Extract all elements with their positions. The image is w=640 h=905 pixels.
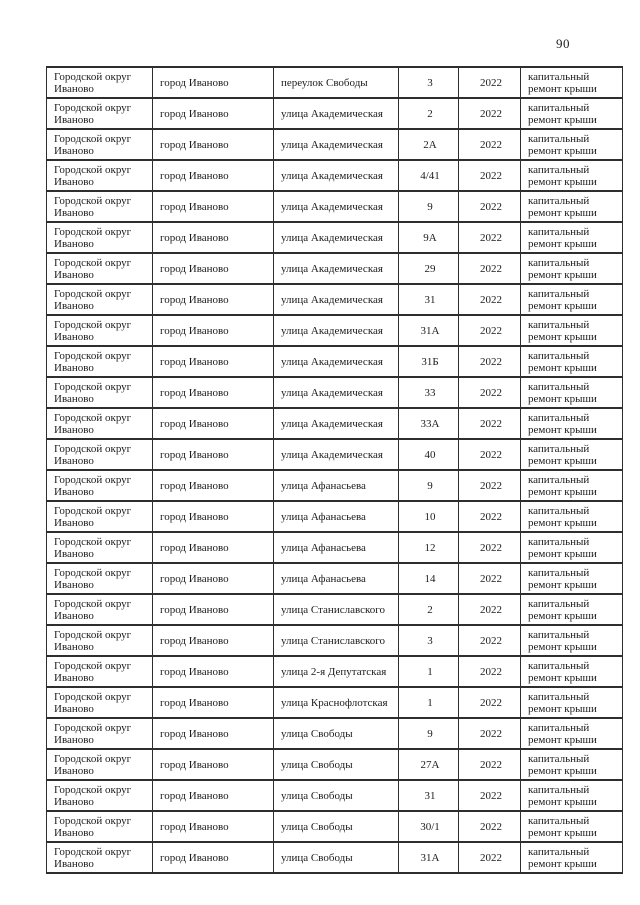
cell-year: 2022 [459, 501, 521, 532]
cell-municipality: Городской округ Иваново [47, 346, 153, 377]
cell-work-type: капитальный ремонт крыши [521, 470, 623, 501]
cell-work-type: капитальный ремонт крыши [521, 501, 623, 532]
cell-year: 2022 [459, 625, 521, 656]
cell-year: 2022 [459, 160, 521, 191]
cell-municipality: Городской округ Иваново [47, 439, 153, 470]
table-row [47, 563, 623, 594]
cell-street: улица 2-я Депутатская [274, 656, 399, 687]
cell-municipality: Городской округ Иваново [47, 563, 153, 594]
cell-year: 2022 [459, 718, 521, 749]
table-row [47, 811, 623, 842]
cell-municipality: Городской округ Иваново [47, 67, 153, 98]
cell-house-number: 31А [399, 842, 459, 873]
table-row [47, 656, 623, 687]
cell-street: улица Академическая [274, 222, 399, 253]
table-row [47, 842, 623, 873]
cell-house-number: 31А [399, 315, 459, 346]
table-row [47, 67, 623, 98]
cell-work-type: капитальный ремонт крыши [521, 98, 623, 129]
cell-street: улица Академическая [274, 315, 399, 346]
table-row [47, 222, 623, 253]
cell-city: город Иваново [153, 346, 274, 377]
cell-house-number: 1 [399, 656, 459, 687]
cell-street: улица Афанасьева [274, 563, 399, 594]
cell-city: город Иваново [153, 842, 274, 873]
cell-year: 2022 [459, 408, 521, 439]
cell-work-type: капитальный ремонт крыши [521, 718, 623, 749]
cell-city: город Иваново [153, 749, 274, 780]
cell-city: город Иваново [153, 98, 274, 129]
cell-work-type: капитальный ремонт крыши [521, 749, 623, 780]
cell-municipality: Городской округ Иваново [47, 687, 153, 718]
cell-house-number: 27А [399, 749, 459, 780]
cell-city: город Иваново [153, 439, 274, 470]
cell-municipality: Городской округ Иваново [47, 315, 153, 346]
cell-city: город Иваново [153, 656, 274, 687]
table-row [47, 408, 623, 439]
cell-work-type: капитальный ремонт крыши [521, 594, 623, 625]
cell-house-number: 12 [399, 532, 459, 563]
cell-house-number: 9А [399, 222, 459, 253]
cell-year: 2022 [459, 222, 521, 253]
cell-municipality: Городской округ Иваново [47, 98, 153, 129]
cell-municipality: Городской округ Иваново [47, 780, 153, 811]
table-row [47, 439, 623, 470]
cell-house-number: 3 [399, 67, 459, 98]
cell-city: город Иваново [153, 780, 274, 811]
cell-street: улица Свободы [274, 811, 399, 842]
cell-city: город Иваново [153, 563, 274, 594]
cell-street: улица Краснофлотская [274, 687, 399, 718]
cell-house-number: 4/41 [399, 160, 459, 191]
cell-house-number: 31 [399, 780, 459, 811]
cell-city: город Иваново [153, 253, 274, 284]
cell-municipality: Городской округ Иваново [47, 284, 153, 315]
cell-municipality: Городской округ Иваново [47, 191, 153, 222]
cell-work-type: капитальный ремонт крыши [521, 284, 623, 315]
cell-street: улица Афанасьева [274, 532, 399, 563]
cell-work-type: капитальный ремонт крыши [521, 67, 623, 98]
cell-municipality: Городской округ Иваново [47, 160, 153, 191]
cell-house-number: 10 [399, 501, 459, 532]
cell-work-type: капитальный ремонт крыши [521, 222, 623, 253]
table-row [47, 315, 623, 346]
cell-street: улица Академическая [274, 160, 399, 191]
cell-work-type: капитальный ремонт крыши [521, 563, 623, 594]
cell-city: город Иваново [153, 129, 274, 160]
cell-municipality: Городской округ Иваново [47, 470, 153, 501]
cell-city: город Иваново [153, 687, 274, 718]
cell-year: 2022 [459, 129, 521, 160]
cell-work-type: капитальный ремонт крыши [521, 811, 623, 842]
table-row [47, 191, 623, 222]
cell-house-number: 2А [399, 129, 459, 160]
cell-house-number: 31Б [399, 346, 459, 377]
cell-municipality: Городской округ Иваново [47, 594, 153, 625]
repair-plan-table [46, 66, 623, 874]
cell-year: 2022 [459, 191, 521, 222]
cell-street: улица Свободы [274, 842, 399, 873]
cell-work-type: капитальный ремонт крыши [521, 377, 623, 408]
cell-city: город Иваново [153, 408, 274, 439]
cell-street: улица Академическая [274, 346, 399, 377]
cell-house-number: 9 [399, 718, 459, 749]
cell-work-type: капитальный ремонт крыши [521, 129, 623, 160]
cell-municipality: Городской округ Иваново [47, 129, 153, 160]
table-row [47, 718, 623, 749]
cell-city: город Иваново [153, 718, 274, 749]
cell-work-type: капитальный ремонт крыши [521, 408, 623, 439]
table-row [47, 129, 623, 160]
cell-work-type: капитальный ремонт крыши [521, 191, 623, 222]
cell-work-type: капитальный ремонт крыши [521, 346, 623, 377]
cell-house-number: 31 [399, 284, 459, 315]
cell-house-number: 9 [399, 191, 459, 222]
cell-house-number: 2 [399, 98, 459, 129]
cell-work-type: капитальный ремонт крыши [521, 656, 623, 687]
cell-year: 2022 [459, 253, 521, 284]
cell-year: 2022 [459, 377, 521, 408]
cell-house-number: 40 [399, 439, 459, 470]
cell-city: город Иваново [153, 501, 274, 532]
cell-work-type: капитальный ремонт крыши [521, 687, 623, 718]
cell-house-number: 33 [399, 377, 459, 408]
cell-municipality: Городской округ Иваново [47, 408, 153, 439]
cell-city: город Иваново [153, 625, 274, 656]
cell-year: 2022 [459, 439, 521, 470]
cell-year: 2022 [459, 780, 521, 811]
cell-year: 2022 [459, 656, 521, 687]
table-row [47, 346, 623, 377]
cell-street: улица Академическая [274, 129, 399, 160]
cell-municipality: Городской округ Иваново [47, 811, 153, 842]
cell-work-type: капитальный ремонт крыши [521, 439, 623, 470]
table-row [47, 470, 623, 501]
cell-municipality: Городской округ Иваново [47, 501, 153, 532]
cell-street: улица Академическая [274, 98, 399, 129]
cell-city: город Иваново [153, 160, 274, 191]
cell-year: 2022 [459, 315, 521, 346]
table-row [47, 377, 623, 408]
cell-year: 2022 [459, 811, 521, 842]
cell-street: улица Станиславского [274, 625, 399, 656]
cell-street: улица Афанасьева [274, 470, 399, 501]
cell-municipality: Городской округ Иваново [47, 718, 153, 749]
cell-street: улица Академическая [274, 284, 399, 315]
cell-city: город Иваново [153, 315, 274, 346]
cell-work-type: капитальный ремонт крыши [521, 160, 623, 191]
cell-street: улица Афанасьева [274, 501, 399, 532]
table-row [47, 501, 623, 532]
cell-work-type: капитальный ремонт крыши [521, 780, 623, 811]
cell-year: 2022 [459, 346, 521, 377]
cell-year: 2022 [459, 563, 521, 594]
cell-year: 2022 [459, 284, 521, 315]
cell-municipality: Городской округ Иваново [47, 377, 153, 408]
cell-street: улица Академическая [274, 439, 399, 470]
cell-municipality: Городской округ Иваново [47, 842, 153, 873]
cell-work-type: капитальный ремонт крыши [521, 625, 623, 656]
cell-city: город Иваново [153, 377, 274, 408]
cell-house-number: 2 [399, 594, 459, 625]
cell-city: город Иваново [153, 284, 274, 315]
cell-work-type: капитальный ремонт крыши [521, 842, 623, 873]
cell-city: город Иваново [153, 594, 274, 625]
cell-city: город Иваново [153, 191, 274, 222]
table-row [47, 594, 623, 625]
cell-street: улица Академическая [274, 377, 399, 408]
cell-house-number: 3 [399, 625, 459, 656]
cell-year: 2022 [459, 470, 521, 501]
cell-municipality: Городской округ Иваново [47, 222, 153, 253]
cell-street: улица Станиславского [274, 594, 399, 625]
cell-year: 2022 [459, 67, 521, 98]
cell-year: 2022 [459, 749, 521, 780]
cell-municipality: Городской округ Иваново [47, 253, 153, 284]
cell-municipality: Городской округ Иваново [47, 625, 153, 656]
cell-city: город Иваново [153, 811, 274, 842]
cell-city: город Иваново [153, 67, 274, 98]
cell-house-number: 14 [399, 563, 459, 594]
cell-street: улица Свободы [274, 780, 399, 811]
table-row [47, 780, 623, 811]
cell-work-type: капитальный ремонт крыши [521, 532, 623, 563]
table-row [47, 625, 623, 656]
table-row [47, 687, 623, 718]
cell-year: 2022 [459, 687, 521, 718]
cell-work-type: капитальный ремонт крыши [521, 315, 623, 346]
cell-street: улица Свободы [274, 718, 399, 749]
cell-city: город Иваново [153, 222, 274, 253]
cell-year: 2022 [459, 594, 521, 625]
cell-street: улица Академическая [274, 408, 399, 439]
cell-street: улица Свободы [274, 749, 399, 780]
cell-year: 2022 [459, 842, 521, 873]
table-row [47, 160, 623, 191]
table-body [47, 67, 623, 873]
cell-house-number: 29 [399, 253, 459, 284]
cell-year: 2022 [459, 98, 521, 129]
cell-municipality: Городской округ Иваново [47, 656, 153, 687]
cell-street: переулок Свободы [274, 67, 399, 98]
cell-work-type: капитальный ремонт крыши [521, 253, 623, 284]
cell-street: улица Академическая [274, 191, 399, 222]
cell-street: улица Академическая [274, 253, 399, 284]
table-row [47, 749, 623, 780]
cell-city: город Иваново [153, 532, 274, 563]
table-row [47, 532, 623, 563]
cell-year: 2022 [459, 532, 521, 563]
cell-municipality: Городской округ Иваново [47, 532, 153, 563]
table-row [47, 253, 623, 284]
cell-city: город Иваново [153, 470, 274, 501]
table-row [47, 98, 623, 129]
cell-house-number: 1 [399, 687, 459, 718]
table-row [47, 284, 623, 315]
cell-house-number: 33А [399, 408, 459, 439]
cell-municipality: Городской округ Иваново [47, 749, 153, 780]
cell-house-number: 30/1 [399, 811, 459, 842]
cell-house-number: 9 [399, 470, 459, 501]
page-number: 90 [556, 36, 570, 51]
